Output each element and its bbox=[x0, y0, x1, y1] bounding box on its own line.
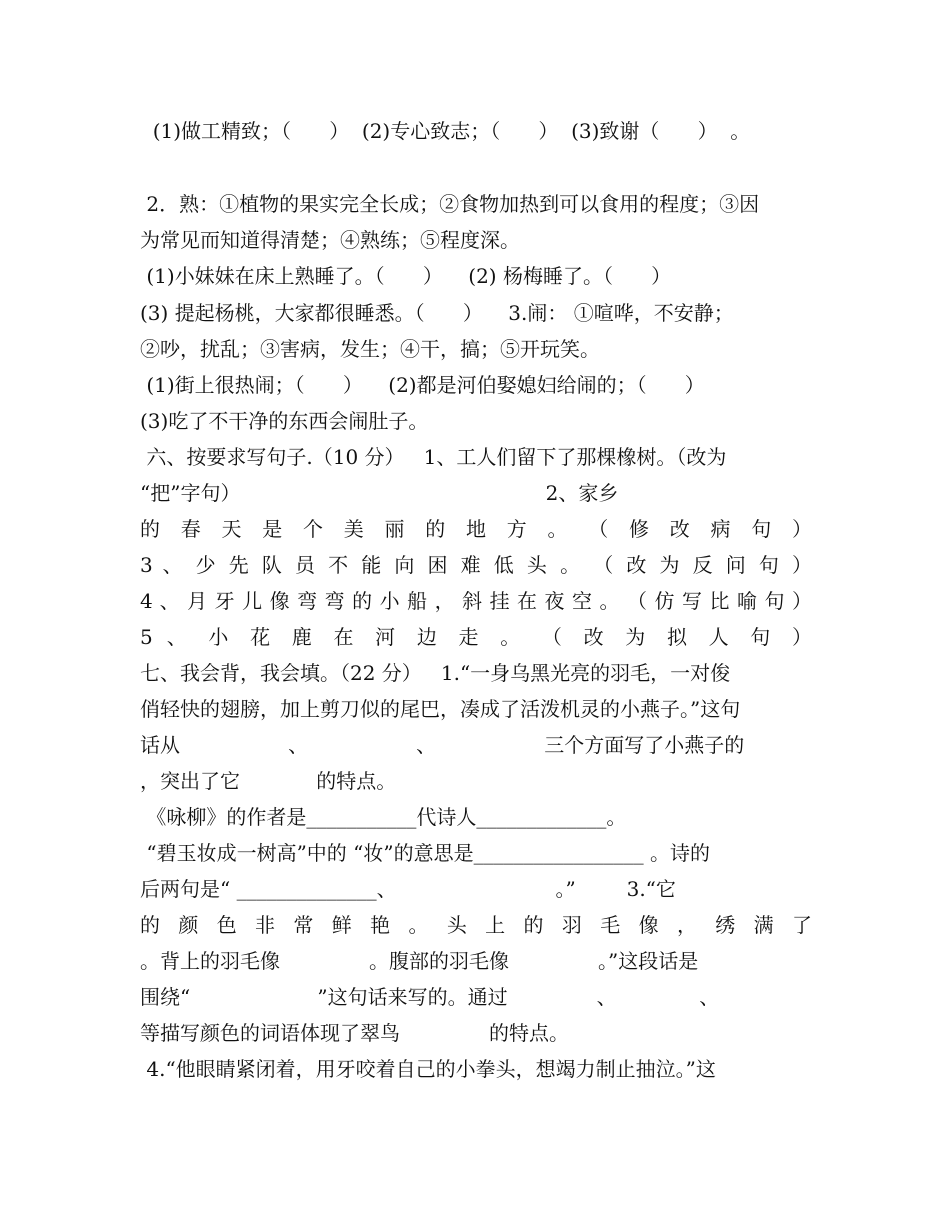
text-line-23: 。背上的羽毛像 。腹部的羽毛像 。”这段话是 bbox=[140, 949, 699, 973]
text-line-3: 为常见而知道得清楚；④熟练；⑤程度深。 bbox=[140, 228, 520, 252]
text-line-9: 六、按要求写句子.（10 分） 1、工人们留下了那棵橡树。（改为 bbox=[140, 445, 727, 469]
text-line-11: 的 春 天 是 个 美 丽 的 地 方 。 （ 修 改 病 句 ） bbox=[140, 517, 812, 541]
text-line-22: 的 颜 色 非 常 鲜 艳 。 头 上 的 羽 毛 像 ， 绣 满 了 bbox=[140, 913, 812, 937]
text-line-4: (1)小妹妹在床上熟睡了。（ ） (2) 杨梅睡了。（ ） bbox=[140, 264, 672, 288]
text-line-16: 俏轻快的翅膀，加上剪刀似的尾巴，凑成了活泼机灵的小燕子。”这句 bbox=[140, 697, 741, 721]
text-line-14: 5 、 小 花 鹿 在 河 边 走 。 （ 改 为 拟 人 句 ） bbox=[140, 625, 812, 649]
text-line-2: 2．熟：①植物的果实完全长成；②食物加热到可以食用的程度；③因 bbox=[140, 192, 760, 216]
text-line-5: (3) 提起杨桃，大家都很睡悉。（ ） 3.闹： ①喧哗，不安静； bbox=[140, 301, 734, 325]
text-line-7: (1)街上很热闹；（ ） (2)都是河伯娶媳妇给闹的；（ ） bbox=[140, 373, 705, 397]
text-line-13: 4 、 月 牙 儿 像 弯 弯 的 小 船 ， 斜 挂 在 夜 空 。 （ 仿 写 比 喻 句 ） bbox=[140, 589, 812, 613]
text-line-1: (1)做工精致；（ ） (2)专心致志；（ ） (3)致谢（ ） 。 bbox=[140, 119, 751, 143]
text-line-15: 七、我会背，我会填。（22 分） 1.“一身乌黑光亮的羽毛，一对俊 bbox=[140, 661, 731, 685]
text-line-12: 3 、 少 先 队 员 不 能 向 困 难 低 头 。 （ 改 为 反 问 句 ） bbox=[140, 553, 812, 577]
text-line-26: 4.“他眼睛紧闭着，用牙咬着自己的小拳头，想竭力制止抽泣。”这 bbox=[140, 1057, 716, 1081]
text-line-25: 等描写颜色的词语体现了翠鸟 的特点。 bbox=[140, 1021, 570, 1045]
text-line-19: 《咏柳》的作者是___________代诗人_____________。 bbox=[140, 805, 627, 829]
text-line-8: (3)吃了不干净的东西会闹肚子。 bbox=[140, 409, 429, 433]
text-line-21: 后两句是“ ______________、 。” 3.“它 bbox=[140, 877, 676, 901]
text-line-10: “把”字句） 2、家乡 bbox=[140, 481, 619, 505]
text-line-20: “碧玉妆成一树高”中的 “妆”的意思是_________________ 。诗的 bbox=[140, 841, 710, 865]
text-line-6: ②吵，扰乱；③害病，发生；④干，搞；⑤开玩笑。 bbox=[140, 337, 600, 361]
text-line-24: 围绕“ ”这句话来写的。通过 、 、 bbox=[140, 985, 720, 1009]
text-line-17: 话从 、 、 三个方面写了小燕子的 bbox=[140, 733, 745, 757]
text-line-18: ，突出了它 的特点。 bbox=[140, 769, 397, 793]
